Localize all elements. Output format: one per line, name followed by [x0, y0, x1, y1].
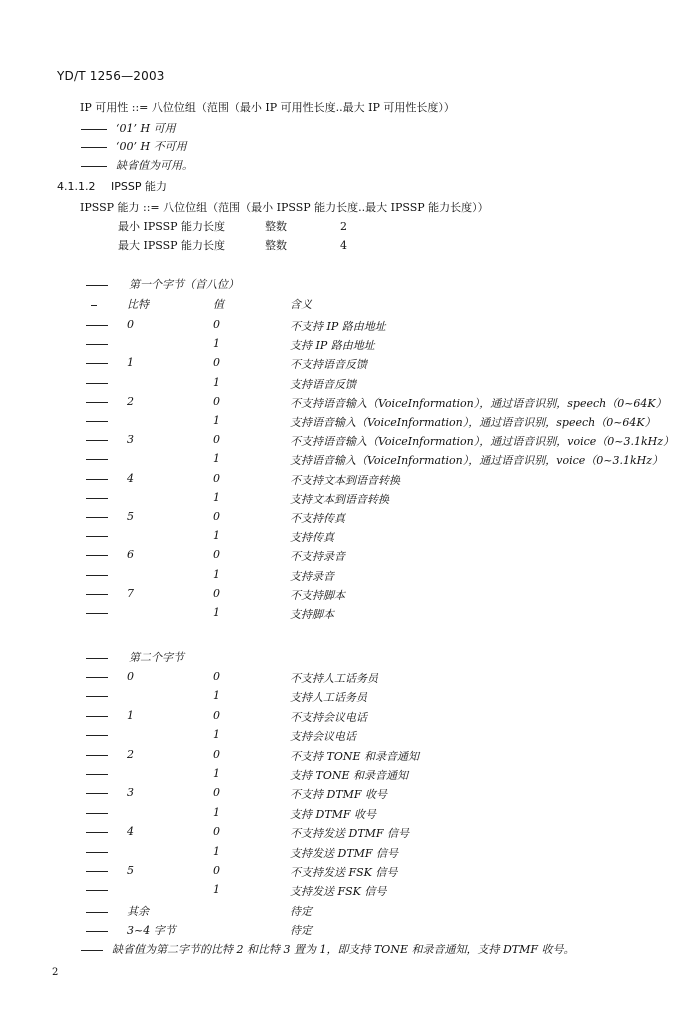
- list-dash: [86, 735, 108, 736]
- bit-meaning: 不支持 IP 路由地址: [290, 320, 386, 333]
- bit-number: 1: [127, 356, 134, 370]
- bytes-3-4-label: 3~4 字节: [127, 924, 176, 937]
- table-row: [0, 472, 681, 486]
- table-row: [0, 587, 681, 601]
- bit-meaning: 不支持人工话务员: [290, 672, 378, 685]
- bit-meaning: 不支持 DTMF 收号: [290, 788, 388, 802]
- byte2-title: 第二个字节: [129, 651, 184, 664]
- bit-value: 0: [213, 670, 220, 683]
- min-length-label: 最小 IPSSP 能力长度: [118, 220, 226, 233]
- list-dash: [86, 498, 108, 499]
- bit-number: 3: [127, 786, 134, 800]
- list-dash: [86, 285, 108, 286]
- min-length-type: 整数: [265, 220, 287, 233]
- list-dash: [86, 852, 108, 853]
- bit-meaning: 支持 DTMF 收号: [290, 807, 377, 821]
- bit-meaning: 支持 TONE 和录音通知: [290, 769, 409, 782]
- bit-meaning: 不支持语音输入（VoiceInformation），通过语音识别，speech（0~64K）: [290, 396, 667, 410]
- bit-number: 4: [127, 471, 134, 485]
- section-title: IPSSP 能力: [111, 180, 167, 193]
- bit-meaning: 支持传真: [290, 531, 334, 545]
- list-dash: [86, 890, 108, 891]
- bit-number: 0: [127, 670, 134, 683]
- list-dash: [86, 755, 108, 756]
- bit-value: 1: [213, 844, 220, 858]
- list-dash: [86, 871, 108, 872]
- list-dash: [86, 832, 108, 833]
- list-dash: [86, 774, 108, 775]
- bit-value: 1: [213, 728, 220, 742]
- list-dash: [86, 459, 108, 460]
- bit-meaning: 支持人工话务员: [290, 691, 367, 705]
- table-row: [0, 864, 681, 878]
- table-row: [0, 767, 681, 781]
- list-dash: [86, 325, 108, 326]
- table-row: [0, 845, 681, 859]
- bit-meaning: 支持语音反馈: [290, 377, 356, 391]
- bit-meaning: 支持录音: [290, 569, 334, 583]
- list-dash: [86, 716, 108, 717]
- table-row: [0, 689, 681, 703]
- others-label: 其余: [127, 905, 149, 918]
- bit-value: 1: [213, 375, 220, 389]
- table-row: [0, 548, 681, 562]
- table-row: [0, 748, 681, 762]
- list-dash: [86, 555, 108, 556]
- list-dash: [86, 402, 108, 403]
- bit-meaning: 支持发送 FSK 信号: [290, 885, 387, 899]
- bit-value: 1: [213, 567, 220, 581]
- list-dash: [86, 793, 108, 794]
- bit-value: 0: [213, 786, 220, 800]
- column-header-bit: 比特: [127, 298, 149, 311]
- table-row: [0, 529, 681, 543]
- bit-meaning: 不支持脚本: [290, 588, 345, 602]
- list-dash: [86, 912, 108, 913]
- bit-meaning: 不支持文本到语音转换: [290, 473, 400, 487]
- bit-value: 0: [213, 510, 220, 523]
- ip-availability-item-00: ‘00’ H 不可用: [116, 140, 187, 153]
- list-dash: [86, 421, 108, 422]
- standard-code: YD/T 1256—2003: [57, 69, 165, 83]
- min-length-value: 2: [340, 220, 347, 233]
- list-dash: [86, 536, 108, 537]
- table-row: [0, 337, 681, 351]
- list-dash: [86, 696, 108, 697]
- list-dash: [91, 305, 97, 306]
- bit-value: 1: [213, 452, 220, 466]
- table-row: [0, 883, 681, 897]
- ip-availability-default: 缺省值为可用。: [116, 159, 193, 172]
- table-row: [0, 568, 681, 582]
- bit-value: 0: [213, 864, 220, 877]
- ipssp-definition: IPSSP 能力 ::= 八位位组（范围（最小 IPSSP 能力长度..最大 IPSSP 能力长度））: [80, 201, 489, 214]
- list-dash: [81, 129, 107, 130]
- list-dash: [86, 594, 108, 595]
- bit-value: 0: [213, 586, 220, 600]
- list-dash: [86, 363, 108, 364]
- bit-number: 5: [127, 510, 134, 523]
- bit-value: 1: [213, 689, 220, 703]
- list-dash: [81, 147, 107, 148]
- bit-meaning: 不支持会议电话: [290, 710, 367, 724]
- table-row: [0, 709, 681, 723]
- bit-number: 1: [127, 708, 134, 722]
- bit-meaning: 不支持语音反馈: [290, 358, 367, 372]
- table-row: [0, 606, 681, 620]
- list-dash: [86, 931, 108, 932]
- list-dash: [86, 517, 108, 518]
- bit-meaning: 支持 IP 路由地址: [290, 339, 375, 353]
- table-row: [0, 728, 681, 742]
- table-row: [0, 786, 681, 800]
- bit-value: 1: [213, 805, 220, 819]
- bit-meaning: 支持语音输入（VoiceInformation），通过语音识别，speech（0~64K）: [290, 416, 656, 429]
- table-row: [0, 414, 681, 428]
- bit-meaning: 不支持传真: [290, 512, 345, 525]
- bit-value: 1: [213, 606, 220, 619]
- list-dash: [86, 813, 108, 814]
- list-dash: [86, 613, 108, 614]
- table-row: [0, 356, 681, 370]
- bit-value: 1: [213, 490, 220, 504]
- bit-value: 0: [213, 548, 220, 562]
- list-dash: [86, 479, 108, 480]
- column-header-value: 值: [213, 298, 224, 311]
- bit-meaning: 支持会议电话: [290, 730, 356, 744]
- bytes-3-4-meaning: 待定: [290, 924, 312, 937]
- bit-number: 3: [127, 433, 134, 447]
- bit-value: 0: [213, 318, 220, 331]
- bit-number: 5: [127, 864, 134, 877]
- list-dash: [86, 383, 108, 384]
- table-row: [0, 670, 681, 684]
- table-row: [0, 806, 681, 820]
- table-row: [0, 318, 681, 332]
- bit-value: 0: [213, 747, 220, 761]
- table-row: [0, 825, 681, 839]
- section-number: 4.1.1.2: [57, 180, 96, 193]
- bit-value: 1: [213, 767, 220, 780]
- list-dash: [86, 677, 108, 678]
- list-dash: [81, 950, 103, 951]
- byte1-title: 第一个字节（首八位）: [129, 278, 239, 291]
- bit-number: 6: [127, 548, 134, 562]
- bit-meaning: 支持文本到语音转换: [290, 492, 389, 506]
- bit-value: 1: [213, 883, 220, 897]
- table-row: [0, 510, 681, 524]
- table-row: [0, 395, 681, 409]
- bit-number: 2: [127, 394, 134, 408]
- ip-availability-definition: IP 可用性 ::= 八位位组（范围（最小 IP 可用性长度..最大 IP 可用性长度））: [80, 101, 455, 114]
- max-length-value-type: 整数: [265, 239, 287, 252]
- page-number: 2: [52, 967, 59, 978]
- bit-value: 0: [213, 394, 220, 408]
- column-header-meaning: 含义: [290, 298, 312, 311]
- list-dash: [86, 440, 108, 441]
- bit-meaning: 支持发送 DTMF 信号: [290, 846, 399, 860]
- list-dash: [81, 166, 107, 167]
- bit-number: 0: [127, 318, 134, 331]
- list-dash: [86, 575, 108, 576]
- list-dash: [86, 344, 108, 345]
- bit-number: 4: [127, 825, 134, 839]
- others-meaning: 待定: [290, 905, 312, 918]
- table-row: [0, 433, 681, 447]
- bit-value: 0: [213, 708, 220, 722]
- bit-meaning: 支持脚本: [290, 608, 334, 621]
- max-length-value: 4: [340, 239, 347, 252]
- bit-meaning: 不支持 TONE 和录音通知: [290, 749, 420, 763]
- bit-number: 7: [127, 586, 134, 600]
- bit-meaning: 支持语音输入（VoiceInformation），通过语音识别，voice（0~3.1kHz）: [290, 454, 664, 468]
- bit-value: 0: [213, 433, 220, 447]
- bit-value: 0: [213, 356, 220, 370]
- bit-value: 1: [213, 414, 220, 427]
- ip-availability-item-01: ‘01’ H 可用: [116, 122, 176, 135]
- bit-value: 1: [213, 529, 220, 543]
- bit-value: 0: [213, 471, 220, 485]
- table-row: [0, 491, 681, 505]
- bit-meaning: 不支持发送 DTMF 信号: [290, 827, 410, 841]
- bit-meaning: 不支持发送 FSK 信号: [290, 866, 398, 879]
- bit-value: 0: [213, 825, 220, 839]
- max-length-label: 最大 IPSSP 能力长度: [118, 239, 226, 252]
- default-value-note: 缺省值为第二字节的比特 2 和比特 3 置为 1，即支持 TONE 和录音通知，支持 DTMF 收号。: [112, 943, 575, 956]
- bit-value: 1: [213, 337, 220, 351]
- bit-meaning: 不支持语音输入（VoiceInformation），通过语音识别，voice（0~3.1kHz）: [290, 435, 675, 449]
- table-row: [0, 376, 681, 390]
- bit-meaning: 不支持录音: [290, 550, 345, 564]
- list-dash: [86, 658, 108, 659]
- table-row: [0, 452, 681, 466]
- bit-number: 2: [127, 747, 134, 761]
